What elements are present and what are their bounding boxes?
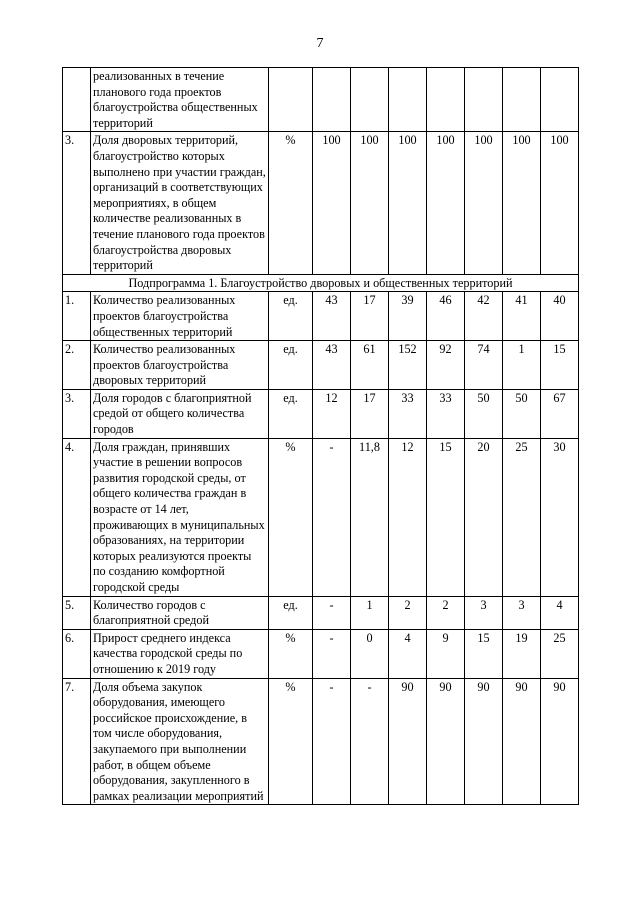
indicator-value: 3 (503, 596, 541, 629)
table-row (63, 438, 579, 596)
indicator-value: 25 (541, 629, 579, 678)
indicator-value: 11,8 (351, 438, 389, 596)
indicator-value: 2 (427, 596, 465, 629)
indicator-value: 100 (389, 132, 427, 274)
indicator-value: 12 (389, 438, 427, 596)
indicator-value: 46 (427, 292, 465, 341)
indicator-name: Количество реализованных проектов благоустройства дворовых территорий (91, 341, 269, 390)
table-row (63, 596, 579, 629)
indicator-value: 2 (389, 596, 427, 629)
unit-of-measure: % (269, 132, 313, 274)
indicator-value: 74 (465, 341, 503, 390)
indicator-value: 9 (427, 629, 465, 678)
row-number: 3. (63, 132, 91, 274)
indicator-value: 12 (313, 389, 351, 438)
row-number: 4. (63, 438, 91, 596)
unit-of-measure: ед. (269, 292, 313, 341)
page-number: 7 (316, 36, 324, 51)
indicator-value: - (351, 678, 389, 805)
indicator-value: 17 (351, 292, 389, 341)
indicator-value: 100 (465, 132, 503, 274)
indicator-name: Доля объема закупок оборудования, имеющего российское происхождение, в том числе оборудования, закупаемого при выполнении работ, в общем объеме оборудования, закупленного в рамках реализации мероприятий (91, 678, 269, 805)
unit-of-measure: % (269, 629, 313, 678)
indicator-value (541, 68, 579, 132)
table-rows-before-subprogram (63, 68, 579, 275)
indicator-value: 1 (351, 596, 389, 629)
indicator-value: 61 (351, 341, 389, 390)
indicator-value: 90 (503, 678, 541, 805)
row-number: 1. (63, 292, 91, 341)
indicator-value (389, 68, 427, 132)
indicator-value: - (313, 678, 351, 805)
subprogram-title: Подпрограмма 1. Благоустройство дворовых и общественных территорий (63, 274, 579, 292)
unit-of-measure: ед. (269, 341, 313, 390)
indicator-name: Количество городов с благоприятной средой (91, 596, 269, 629)
indicator-value: 100 (503, 132, 541, 274)
indicator-value: 20 (465, 438, 503, 596)
indicator-value: 4 (541, 596, 579, 629)
indicator-value: 1 (503, 341, 541, 390)
table-row (63, 629, 579, 678)
indicator-name: реализованных в течение планового года проектов благоустройства общественных территорий (91, 68, 269, 132)
indicator-value (313, 68, 351, 132)
indicators-table (62, 67, 579, 805)
indicator-value: 43 (313, 341, 351, 390)
indicator-value: 19 (503, 629, 541, 678)
table-row (63, 678, 579, 805)
indicator-value: 25 (503, 438, 541, 596)
indicator-value: 100 (351, 132, 389, 274)
unit-of-measure (269, 68, 313, 132)
indicator-value: 50 (503, 389, 541, 438)
indicator-value: 92 (427, 341, 465, 390)
row-number (63, 68, 91, 132)
indicator-name: Доля граждан, принявших участие в решении вопросов развития городской среды, от общего количества граждан в возрасте от 14 лет, проживающих в муниципальных образованиях, на территории которых реализуются проекты по созданию комфортной городской среды (91, 438, 269, 596)
indicator-value: 15 (465, 629, 503, 678)
table-row (63, 389, 579, 438)
indicator-value: 100 (313, 132, 351, 274)
indicator-value: 90 (389, 678, 427, 805)
indicator-value: 39 (389, 292, 427, 341)
unit-of-measure: ед. (269, 389, 313, 438)
indicator-value: 90 (541, 678, 579, 805)
indicator-value: 33 (389, 389, 427, 438)
indicator-value: - (313, 629, 351, 678)
indicator-value: - (313, 438, 351, 596)
table-row (63, 68, 579, 132)
indicator-value (427, 68, 465, 132)
indicator-value: 100 (427, 132, 465, 274)
subprogram-header-row (63, 274, 579, 292)
indicator-value: 152 (389, 341, 427, 390)
row-number: 7. (63, 678, 91, 805)
row-number: 2. (63, 341, 91, 390)
indicator-name: Доля дворовых территорий, благоустройство которых выполнено при участии граждан, организаций в соответствующих мероприятиях, в общем количестве реализованных в течение планового года проектов благоустройства дворовых территорий (91, 132, 269, 274)
unit-of-measure: ед. (269, 596, 313, 629)
row-number: 5. (63, 596, 91, 629)
indicator-name: Количество реализованных проектов благоустройства общественных территорий (91, 292, 269, 341)
indicator-value: 90 (427, 678, 465, 805)
indicator-value: 43 (313, 292, 351, 341)
indicator-value: 90 (465, 678, 503, 805)
indicator-value (351, 68, 389, 132)
indicator-value: 100 (541, 132, 579, 274)
indicator-value: 15 (427, 438, 465, 596)
subprogram-section (63, 274, 579, 292)
indicator-value: 30 (541, 438, 579, 596)
table-row (63, 341, 579, 390)
unit-of-measure: % (269, 438, 313, 596)
indicator-value: 67 (541, 389, 579, 438)
indicator-value: 0 (351, 629, 389, 678)
indicator-value: 15 (541, 341, 579, 390)
unit-of-measure: % (269, 678, 313, 805)
indicator-value: 17 (351, 389, 389, 438)
row-number: 3. (63, 389, 91, 438)
indicator-name: Доля городов с благоприятной средой от общего количества городов (91, 389, 269, 438)
table-rows-after-subprogram (63, 292, 579, 805)
indicator-name: Прирост среднего индекса качества городской среды по отношению к 2019 году (91, 629, 269, 678)
indicator-value: - (313, 596, 351, 629)
indicator-value (503, 68, 541, 132)
indicator-value: 40 (541, 292, 579, 341)
indicator-value: 4 (389, 629, 427, 678)
indicator-value: 33 (427, 389, 465, 438)
indicator-value: 50 (465, 389, 503, 438)
indicator-value: 41 (503, 292, 541, 341)
row-number: 6. (63, 629, 91, 678)
table-row (63, 292, 579, 341)
indicator-value: 3 (465, 596, 503, 629)
table-row (63, 132, 579, 274)
indicator-value (465, 68, 503, 132)
indicator-value: 42 (465, 292, 503, 341)
